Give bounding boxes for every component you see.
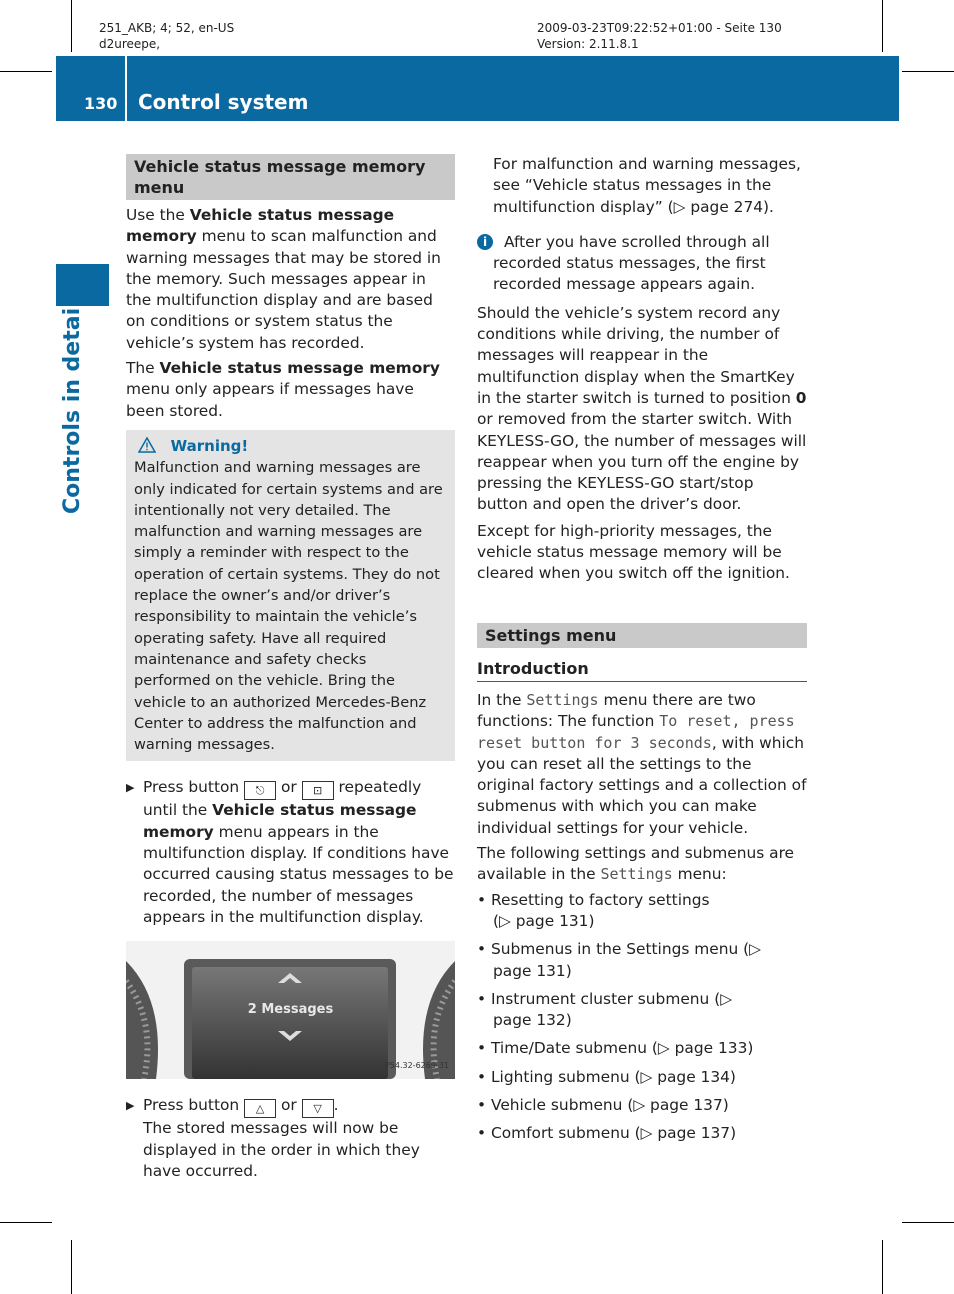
meta-line: d2ureepe,: [99, 37, 161, 51]
info-icon: i: [477, 234, 493, 250]
list-item: • Vehicle submenu (▷ page 137): [477, 1095, 729, 1114]
paragraph: Should the vehicle’s system record any conditions while driving, the number of messages will reappear in the multifunction display when the SmartKey in the starter switch is turned to position 0 or removed from the starter switch. With KEYLESS-GO, the number of messages will reappear when you turn off the engine by pressing the KEYLESS-GO start/stop button and open the driver’s door.: [477, 303, 807, 514]
instrument-cluster-image: [126, 941, 455, 1079]
crop-mark: [0, 1222, 52, 1223]
left-column: [126, 154, 455, 1182]
crop-mark: [882, 1240, 883, 1294]
warning-box: [126, 430, 455, 761]
button-back-icon: ⎋: [244, 781, 276, 800]
crop-mark: [902, 71, 954, 72]
paragraph: In the Settings menu there are two functions: The function To reset, press reset button for 3 seconds, with which you can reset all the settings to the original factory settings and a collection of submenus with which you can make individual settings for your vehicle.: [477, 690, 807, 837]
warning-header: [138, 436, 447, 457]
crop-mark: [71, 0, 72, 52]
header-separator: [125, 56, 127, 121]
paragraph: Except for high-priority messages, the vehicle status message memory will be cleared when you switch off the ignition.: [477, 521, 790, 583]
list-item: • Instrument cluster submenu (▷ page 132): [477, 989, 733, 1030]
instruction-step: ▶ Press button △ or ▽ . The stored messages will now be displayed in the order in which they have occurred.: [126, 1095, 455, 1182]
paragraph: Use the Vehicle status message memory menu to scan malfunction and warning messages that may be stored in the memory. Such messages appear in the multifunction display and are based on conditions or system status the vehicle’s system has recorded.: [126, 206, 441, 352]
right-column: [477, 154, 807, 1145]
side-chapter-title: [60, 300, 110, 524]
page-number: 130: [84, 94, 118, 113]
crop-mark: [71, 1240, 72, 1294]
display-message-count: 2 Messages: [247, 1002, 334, 1018]
section-title: Control system: [138, 90, 309, 114]
print-meta-right: [537, 20, 782, 52]
section-heading: Settings menu: [477, 623, 807, 648]
list-item: • Resetting to factory settings (▷ page 131): [477, 890, 710, 930]
list-item: • Time/Date submenu (▷ page 133): [477, 1039, 754, 1058]
settings-list: [477, 890, 807, 1145]
paragraph: The Vehicle status message memory menu only appears if messages have been stored.: [126, 359, 440, 420]
sub-heading: Introduction: [477, 658, 807, 682]
step-arrow-icon: ▶: [126, 1099, 135, 1113]
meta-line: 2009-03-23T09:22:52+01:00 - Seite 130: [537, 21, 782, 35]
print-meta-left: [99, 20, 234, 52]
instruction-step: ▶ Press button ⎋ or ⊡ repeatedly until the Vehicle status message memory menu appears in the multifunction display. If conditions have occurred causing status messages to be recorded, the number of messages appears in the multifunction display.: [126, 778, 454, 926]
warning-title: Warning!: [170, 436, 249, 455]
side-chapter-label: Controls in detail: [60, 300, 85, 514]
crop-mark: [902, 1222, 954, 1223]
button-down-icon: ▽: [302, 1099, 334, 1118]
warning-text: Malfunction and warning messages are only indicated for certain systems and are intentionally not very detailed. The malfunction and warning messages are simply a reminder with respect to the operation of certain systems. They do not replace the owner’s and/or driver’s responsibility to maintain the vehicle’s operating safety. Have all required maintenance and safety checks performed on the vehicle. Bring the vehicle to an authorized Mercedes-Benz Center to address the malfunction and warning messages.: [134, 459, 443, 754]
info-text: After you have scrolled through all recorded status messages, the first recorded message appears again.: [493, 232, 770, 294]
list-item: • Lighting submenu (▷ page 134): [477, 1067, 736, 1086]
crop-mark: [882, 0, 883, 52]
step-result: The stored messages will now be displayed in the order in which they have occurred.: [143, 1119, 420, 1180]
list-item: • Submenus in the Settings menu (▷ page 131): [477, 940, 761, 980]
button-up-icon: △: [244, 1099, 276, 1118]
section-heading: Vehicle status message memory menu: [126, 154, 455, 200]
info-note: [477, 232, 807, 296]
step-arrow-icon: ▶: [126, 781, 135, 795]
warning-triangle-icon: [138, 437, 156, 453]
crop-mark: [0, 71, 52, 72]
paragraph: For malfunction and warning messages, see “Vehicle status messages in the multifunction display” (▷ page 274).: [493, 155, 801, 216]
button-forward-icon: ⊡: [302, 781, 334, 800]
meta-line: Version: 2.11.8.1: [537, 37, 639, 51]
image-code: P54.32-6269-31: [384, 1060, 449, 1070]
paragraph: The following settings and submenus are available in the Settings menu:: [477, 844, 795, 884]
meta-line: 251_AKB; 4; 52, en-US: [99, 21, 235, 35]
list-item: • Comfort submenu (▷ page 137): [477, 1124, 737, 1143]
